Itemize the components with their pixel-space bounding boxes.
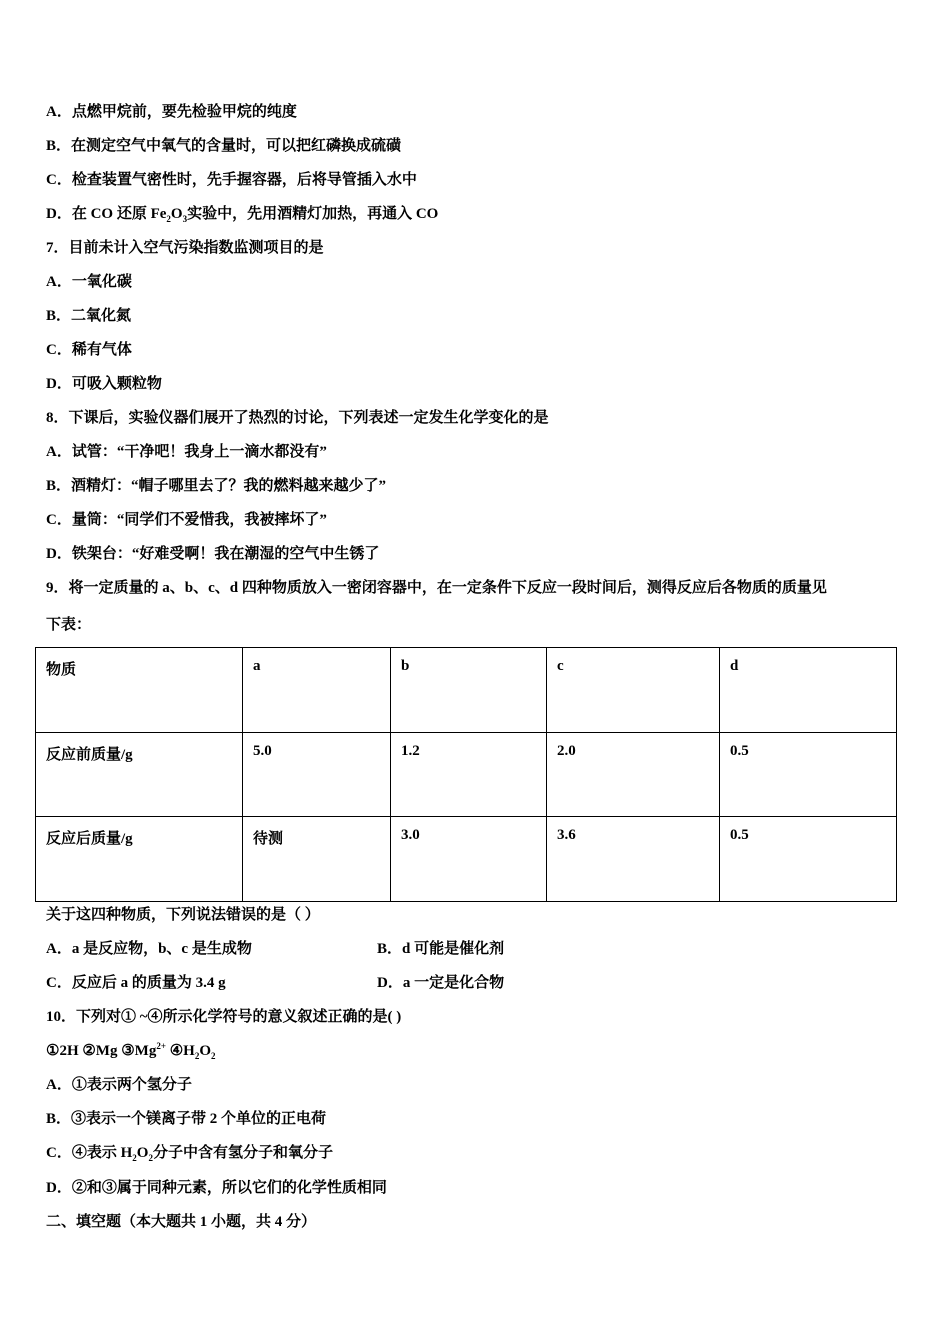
table-cell: 待测: [243, 817, 391, 902]
q8-option-c: C．量筒：“同学们不爱惜我，我被摔坏了”: [46, 512, 327, 528]
q9-options-row1: [46, 939, 896, 959]
table-row: [36, 817, 897, 902]
q10-option-c-sub1: 2: [132, 1153, 137, 1163]
section2-title: 二、填空题（本大题共 1 小题，共 4 分）: [46, 1214, 317, 1230]
q7-stem: 7．目前未计入空气污染指数监测项目的是: [46, 240, 324, 256]
q6-option-d: [46, 204, 438, 224]
q9-options-row2: [46, 973, 896, 993]
table-cell: 0.5: [720, 817, 897, 902]
table-header-cell: b: [391, 648, 547, 733]
q10-symbols-sub1: 2: [194, 1051, 200, 1061]
q6-option-d-sub2: 3: [182, 214, 188, 224]
q10-symbols-sub2: 2: [211, 1051, 216, 1061]
table-cell: 2.0: [547, 732, 720, 817]
q8-option-d: D．铁架台：“好难受啊！我在潮湿的空气中生锈了: [46, 546, 380, 562]
q10-option-c-prefix: C．④表示 H: [46, 1145, 133, 1161]
q8-stem: 8．下课后，实验仪器们展开了热烈的讨论，下列表述一定发生化学变化的是: [46, 410, 549, 426]
q10-option-c-mid: O: [136, 1145, 149, 1161]
q9-stem-line2: 下表：: [46, 617, 92, 633]
q7-option-d: D．可吸入颗粒物: [46, 376, 162, 392]
q10-option-c-suffix: 分子中含有氢分子和氧分子: [152, 1145, 333, 1161]
table-header-cell: a: [243, 648, 391, 733]
q9-option-b: B．d 可能是催化剂: [377, 941, 505, 957]
table-header-row: [36, 648, 897, 733]
q10-option-d: D．②和③属于同种元素，所以它们的化学性质相同: [46, 1180, 387, 1196]
q7-option-b: B．二氧化氮: [46, 308, 132, 324]
q10-symbols-part3: O: [199, 1043, 212, 1059]
q9-stem-line1: 9．将一定质量的 a、b、c、d 四种物质放入一密闭容器中，在一定条件下反应一段时间后，测得反应后各物质的质量见: [46, 580, 827, 596]
q8-option-b: B．酒精灯：“帽子哪里去了？我的燃料越来越少了”: [46, 478, 387, 494]
q7-option-a: A．一氧化碳: [46, 274, 132, 290]
q9-option-c: C．反应后 a 的质量为 3.4 g: [46, 975, 226, 991]
table-cell: 反应前质量/g: [36, 732, 243, 817]
q10-symbols-sup: 2+: [156, 1041, 166, 1051]
table-cell: 3.0: [391, 817, 547, 902]
q10-stem: 10．下列对① ~④所示化学符号的意义叙述正确的是( ): [46, 1009, 402, 1025]
table-header-cell: d: [720, 648, 897, 733]
q6-option-d-suffix: 实验中，先用酒精灯加热，再通入 CO: [187, 206, 439, 222]
q10-symbols-part1: ①2H ②Mg ③Mg: [46, 1043, 157, 1059]
q6-option-d-prefix: D．在 CO 还原 Fe: [46, 206, 167, 222]
table-cell: 3.6: [547, 817, 720, 902]
q10-symbols-part2: ④H: [165, 1043, 195, 1059]
q8-option-a: A．试管：“干净吧！我身上一滴水都没有”: [46, 444, 327, 460]
q9-option-a: A．a 是反应物，b、c 是生成物: [46, 941, 252, 957]
q7-option-c: C．稀有气体: [46, 342, 132, 358]
table-cell: 反应后质量/g: [36, 817, 243, 902]
q6-option-a: A．点燃甲烷前，要先检验甲烷的纯度: [46, 104, 297, 120]
q6-option-d-mid: O: [170, 206, 183, 222]
q6-option-c: C．检查装置气密性时，先手握容器，后将导管插入水中: [46, 172, 417, 188]
table-row: [36, 732, 897, 817]
table-cell: 1.2: [391, 732, 547, 817]
table-header-cell: c: [547, 648, 720, 733]
q10-option-c: [46, 1143, 333, 1163]
table-header-cell: 物质: [36, 648, 243, 733]
table-cell: 5.0: [243, 732, 391, 817]
q9-question: 关于这四种物质，下列说法错误的是（ ）: [46, 907, 320, 923]
q10-option-c-sub2: 2: [148, 1153, 153, 1163]
q6-option-d-sub1: 2: [166, 214, 171, 224]
q9-mass-table: [35, 647, 897, 902]
q10-symbols: [46, 1041, 216, 1061]
q10-option-b: B．③表示一个镁离子带 2 个单位的正电荷: [46, 1111, 327, 1127]
q10-option-a: A．①表示两个氢分子: [46, 1077, 192, 1093]
q9-option-d: D．a 一定是化合物: [377, 975, 505, 991]
q6-option-b: B．在测定空气中氧气的含量时，可以把红磷换成硫磺: [46, 138, 402, 154]
table-cell: 0.5: [720, 732, 897, 817]
